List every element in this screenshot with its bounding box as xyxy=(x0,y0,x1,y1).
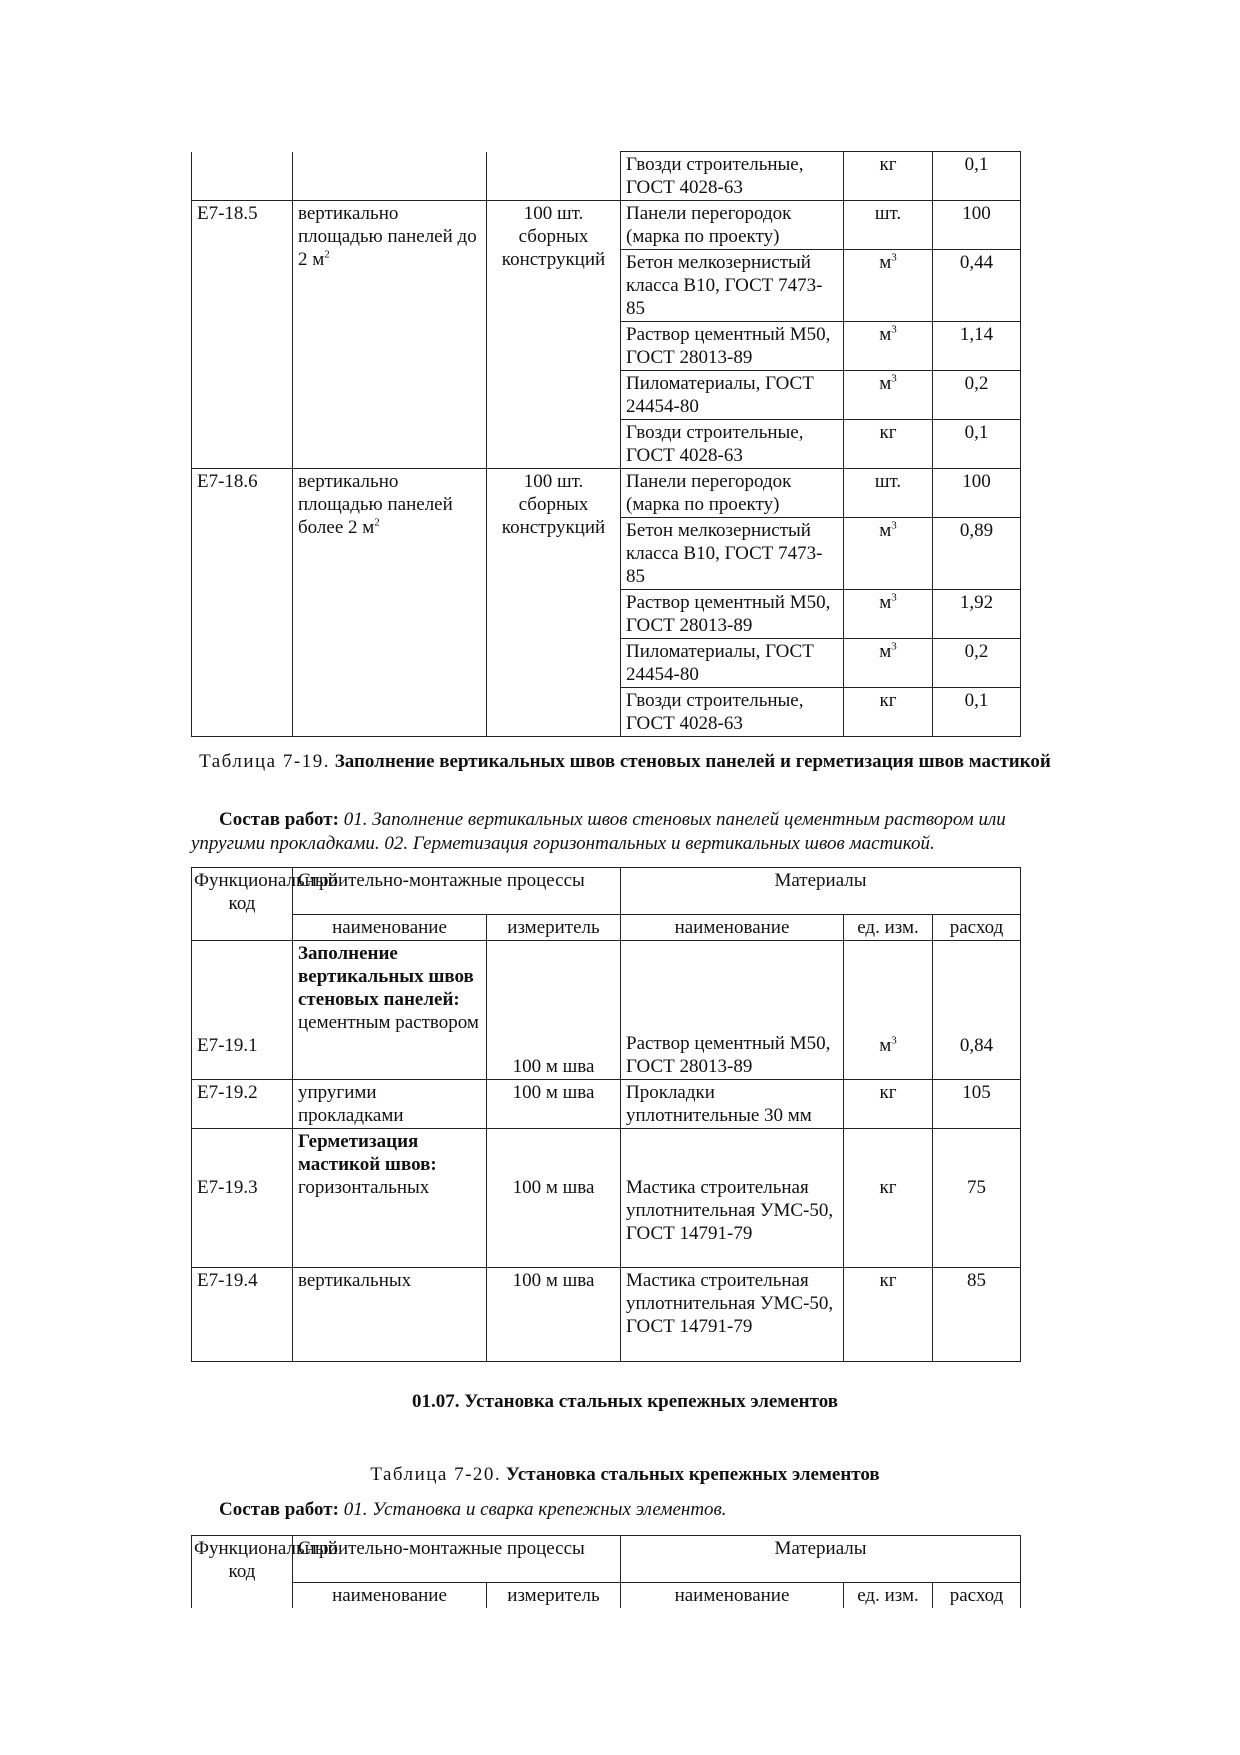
material-unit: $м^3$ xyxy=(844,590,933,639)
material-value: 75 xyxy=(933,1129,1021,1268)
header-code: Функциональный код xyxy=(192,868,293,941)
function-code: Е7-19.2 xyxy=(192,1080,293,1129)
material-unit: $м^3$ xyxy=(844,371,933,420)
process-name: Герметизация мастикой швов: горизонтальных xyxy=(293,1129,487,1268)
material-value: 0,84 xyxy=(933,941,1021,1080)
header-proc-measure: измеритель xyxy=(487,1583,621,1609)
table-row xyxy=(192,1080,1021,1129)
function-code: Е7-19.1 xyxy=(192,941,293,1080)
material-name: Мастика строительная уплотнительная УМС-50, ГОСТ 14791-79 xyxy=(621,1129,844,1268)
work-composition-label: Состав работ: xyxy=(219,1499,339,1520)
material-name: Гвозди строительные, ГОСТ 4028-63 xyxy=(621,420,844,469)
function-code: Е7-18.5 xyxy=(192,201,293,469)
material-name: Раствор цементный М50, ГОСТ 28013-89 xyxy=(621,590,844,639)
process-measure: 100 м шва xyxy=(487,1080,621,1129)
process-measure: 100 м шва xyxy=(487,1268,621,1362)
work-composition xyxy=(191,1498,1071,1522)
material-name: Прокладки уплотнительные 30 мм xyxy=(621,1080,844,1129)
process-name: вертикальных xyxy=(293,1268,487,1362)
table-row xyxy=(192,1129,1021,1268)
function-code: Е7-19.3 xyxy=(192,1129,293,1268)
group-title: Заполнение вертикальных швов стеновых панелей: xyxy=(298,943,474,1010)
header-mat-unit: ед. изм. xyxy=(844,1583,933,1609)
table-header-row xyxy=(192,868,1021,915)
process-name: упругими прокладками xyxy=(293,1080,487,1129)
material-unit: $м^3$ xyxy=(844,639,933,688)
material-unit: кг xyxy=(844,1268,933,1362)
material-value: 0,44 xyxy=(933,250,1021,322)
material-unit: кг xyxy=(844,420,933,469)
process-name: Заполнение вертикальных швов стеновых панелей: цементным раствором xyxy=(293,941,487,1080)
header-processes: Строительно-монтажные процессы xyxy=(293,868,621,915)
material-name: Мастика строительная уплотнительная УМС-50, ГОСТ 14791-79 xyxy=(621,1268,844,1362)
material-unit: $м^3$ xyxy=(844,250,933,322)
process-name: вертикально площадью панелей более 2 $м^2$ xyxy=(293,469,487,737)
material-unit: $м^3$ xyxy=(844,322,933,371)
material-name: Гвозди строительные, ГОСТ 4028-63 xyxy=(621,152,844,201)
material-value: 100 xyxy=(933,469,1021,518)
process-name: вертикально площадью панелей до 2 $м^2$ xyxy=(293,201,487,469)
table-row xyxy=(192,469,1021,518)
header-materials: Материалы xyxy=(621,868,1021,915)
table-header-row xyxy=(192,1536,1021,1583)
material-value: 1,14 xyxy=(933,322,1021,371)
material-value: 0,1 xyxy=(933,420,1021,469)
material-unit: кг xyxy=(844,688,933,737)
header-proc-name: наименование xyxy=(293,915,487,941)
function-code: Е7-19.4 xyxy=(192,1268,293,1362)
material-name: Раствор цементный М50, ГОСТ 28013-89 xyxy=(621,322,844,371)
header-proc-name: наименование xyxy=(293,1583,487,1609)
process-measure: 100 м шва xyxy=(487,1129,621,1268)
table-label: Таблица 7-20. xyxy=(370,1464,502,1485)
header-mat-value: расход xyxy=(933,1583,1021,1609)
table-row xyxy=(192,941,1021,1080)
header-materials: Материалы xyxy=(621,1536,1021,1583)
material-name: Бетон мелкозернистый класса В10, ГОСТ 7473-85 xyxy=(621,518,844,590)
process-measure: 100 шт. сборных конструкций xyxy=(487,201,621,469)
header-code: Функциональный код xyxy=(192,1536,293,1609)
table-header-row xyxy=(192,915,1021,941)
group-title: Герметизация мастикой швов: xyxy=(298,1131,437,1175)
material-value: 0,1 xyxy=(933,688,1021,737)
material-unit: шт. xyxy=(844,201,933,250)
section-heading: 01.07. Установка стальных крепежных элементов xyxy=(412,1391,838,1412)
header-mat-unit: ед. изм. xyxy=(844,915,933,941)
material-name: Бетон мелкозернистый класса В10, ГОСТ 7473-85 xyxy=(621,250,844,322)
material-unit: шт. xyxy=(844,469,933,518)
table-label: Таблица 7-19. xyxy=(199,751,330,772)
table-header-row xyxy=(192,1583,1021,1609)
work-composition-text: 01. Установка и сварка крепежных элементов. xyxy=(343,1499,727,1520)
process-measure: 100 м шва xyxy=(487,941,621,1080)
material-value: 85 xyxy=(933,1268,1021,1362)
table-row xyxy=(192,201,1021,250)
work-composition-text: 01. Заполнение вертикальных швов стеновых панелей цементным раствором или упругими прокладками. 02. Герметизация горизонтальных и вертикальных швов мастикой. xyxy=(191,809,1006,854)
table-title: Заполнение вертикальных швов стеновых панелей и герметизация швов мастикой xyxy=(334,751,1051,772)
header-mat-value: расход xyxy=(933,915,1021,941)
material-unit: кг xyxy=(844,152,933,201)
material-value: 0,1 xyxy=(933,152,1021,201)
header-proc-measure: измеритель xyxy=(487,915,621,941)
material-value: 0,89 xyxy=(933,518,1021,590)
material-value: 0,2 xyxy=(933,371,1021,420)
material-value: 100 xyxy=(933,201,1021,250)
header-mat-name: наименование xyxy=(621,915,844,941)
material-unit: $м^3$ xyxy=(844,941,933,1080)
material-name: Пиломатериалы, ГОСТ 24454-80 xyxy=(621,639,844,688)
header-processes: Строительно-монтажные процессы xyxy=(293,1536,621,1583)
material-value: 0,2 xyxy=(933,639,1021,688)
table-7-18-continuation xyxy=(191,151,1021,737)
material-unit: кг xyxy=(844,1129,933,1268)
header-mat-name: наименование xyxy=(621,1583,844,1609)
table-row xyxy=(192,1268,1021,1362)
table-7-19 xyxy=(191,867,1021,1362)
material-unit: $м^3$ xyxy=(844,518,933,590)
table-7-20 xyxy=(191,1535,1021,1608)
work-composition-label: Состав работ: xyxy=(219,809,339,830)
table-caption xyxy=(191,750,1059,774)
table-row xyxy=(192,152,1021,201)
material-name: Раствор цементный М50, ГОСТ 28013-89 xyxy=(621,941,844,1080)
function-code: Е7-18.6 xyxy=(192,469,293,737)
work-composition xyxy=(191,808,1071,856)
material-unit: кг xyxy=(844,1080,933,1129)
table-title: Установка стальных крепежных элементов xyxy=(505,1464,880,1485)
material-name: Панели перегородок (марка по проекту) xyxy=(621,469,844,518)
material-value: 105 xyxy=(933,1080,1021,1129)
material-value: 1,92 xyxy=(933,590,1021,639)
material-name: Панели перегородок (марка по проекту) xyxy=(621,201,844,250)
table-caption xyxy=(191,1463,1059,1487)
process-measure: 100 шт. сборных конструкций xyxy=(487,469,621,737)
material-name: Гвозди строительные, ГОСТ 4028-63 xyxy=(621,688,844,737)
material-name: Пиломатериалы, ГОСТ 24454-80 xyxy=(621,371,844,420)
